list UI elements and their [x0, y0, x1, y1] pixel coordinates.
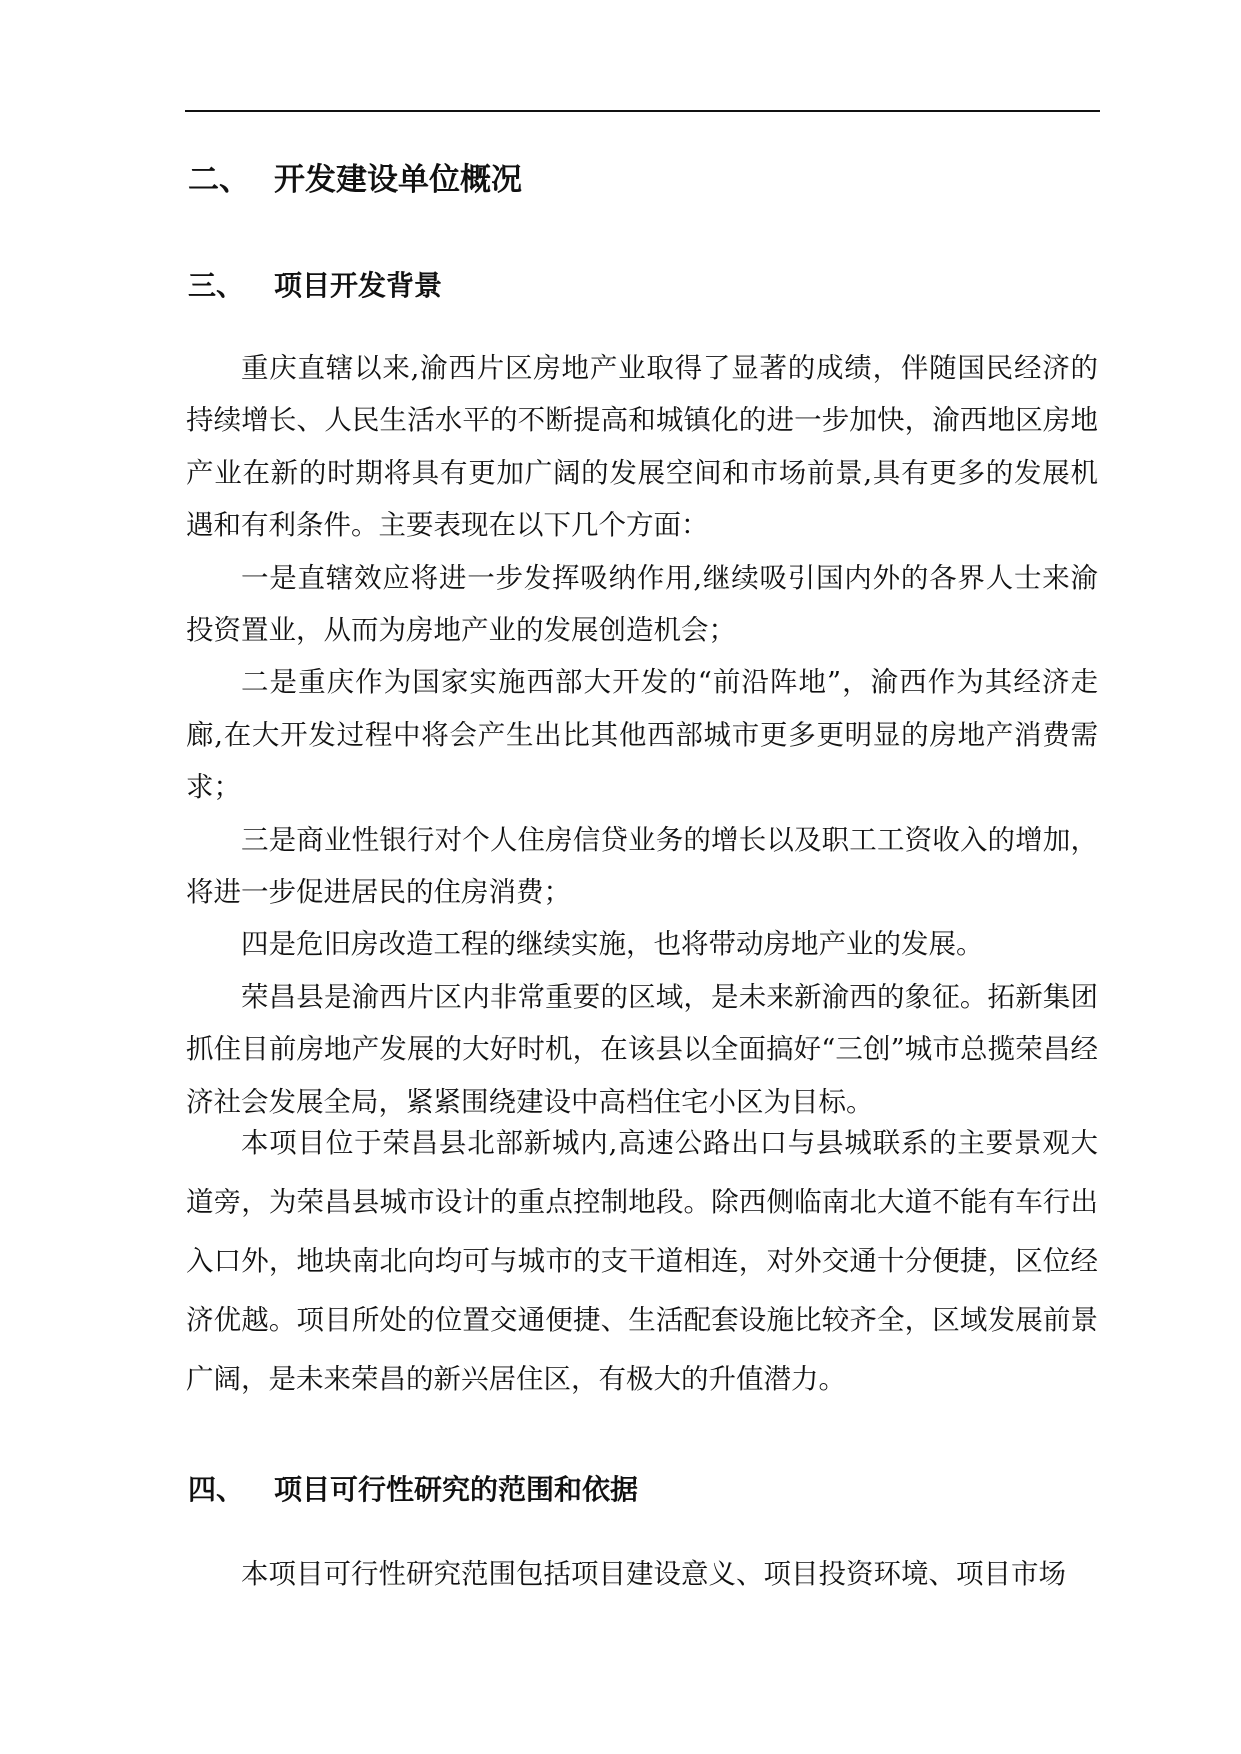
paragraph: 本项目可行性研究范围包括项目建设意义、项目投资环境、项目市场 — [241, 1558, 1066, 1590]
paragraph: 重庆直辖以来,渝西片区房地产业取得了显著的成绩，伴随国民经济的持续增长、人民生活水平的不断提高和城镇化的进一步加快，渝西地区房地产业在新的时期将具有更加广阔的发展空间和市场前景,具有更多的发展机遇和有利条件。主要表现在以下几个方面： — [186, 352, 1098, 542]
section-title: 项目开发背景 — [274, 269, 443, 302]
paragraph: 荣昌县是渝西片区内非常重要的区域，是未来新渝西的象征。拓新集团抓住目前房地产发展的大好时机，在该县以全面搞好“三创”城市总揽荣昌经济社会发展全局，紧紧围绕建设中高档住宅小区为目标。 — [186, 980, 1098, 1118]
paragraph: 一是直辖效应将进一步发挥吸纳作用,继续吸引国内外的各界人士来渝投资置业，从而为房地产业的发展创造机会； — [186, 561, 1098, 647]
paragraph: 三是商业性银行对个人住房信贷业务的增长以及职工工资收入的增加，将进一步促进居民的住房消费； — [186, 823, 1098, 909]
header-rule — [185, 110, 1100, 112]
section-number: 三、 — [188, 269, 245, 302]
section-heading-3 — [188, 268, 442, 304]
paragraph: 四是危旧房改造工程的继续实施，也将带动房地产业的发展。 — [241, 928, 984, 961]
paragraph: 二是重庆作为国家实施西部大开发的“前沿阵地”，渝西作为其经济走廊,在大开发过程中将会产生出比其他西部城市更多更明显的房地产消费需求； — [186, 666, 1098, 804]
section-title: 开发建设单位概况 — [274, 162, 522, 198]
paragraph: 本项目位于荣昌县北部新城内,高速公路出口与县城联系的主要景观大道旁，为荣昌县城市设计的重点控制地段。除西侧临南北大道不能有车行出入口外，地块南北向均可与城市的支干道相连，对外交通十分便捷，区位经济优越。项目所处的位置交通便捷、生活配套设施比较齐全，区域发展前景广阔，是未来荣昌的新兴居住区，有极大的升值潜力。 — [186, 1127, 1098, 1395]
scope-text — [186, 1548, 1098, 1600]
section-title: 项目可行性研究的范围和依据 — [274, 1473, 639, 1506]
section-heading-2 — [188, 160, 522, 200]
section-number: 四、 — [188, 1473, 245, 1506]
section-heading-4 — [188, 1472, 638, 1508]
section-number: 二、 — [188, 162, 250, 198]
location-text — [186, 1114, 1098, 1409]
background-text — [186, 342, 1098, 1128]
